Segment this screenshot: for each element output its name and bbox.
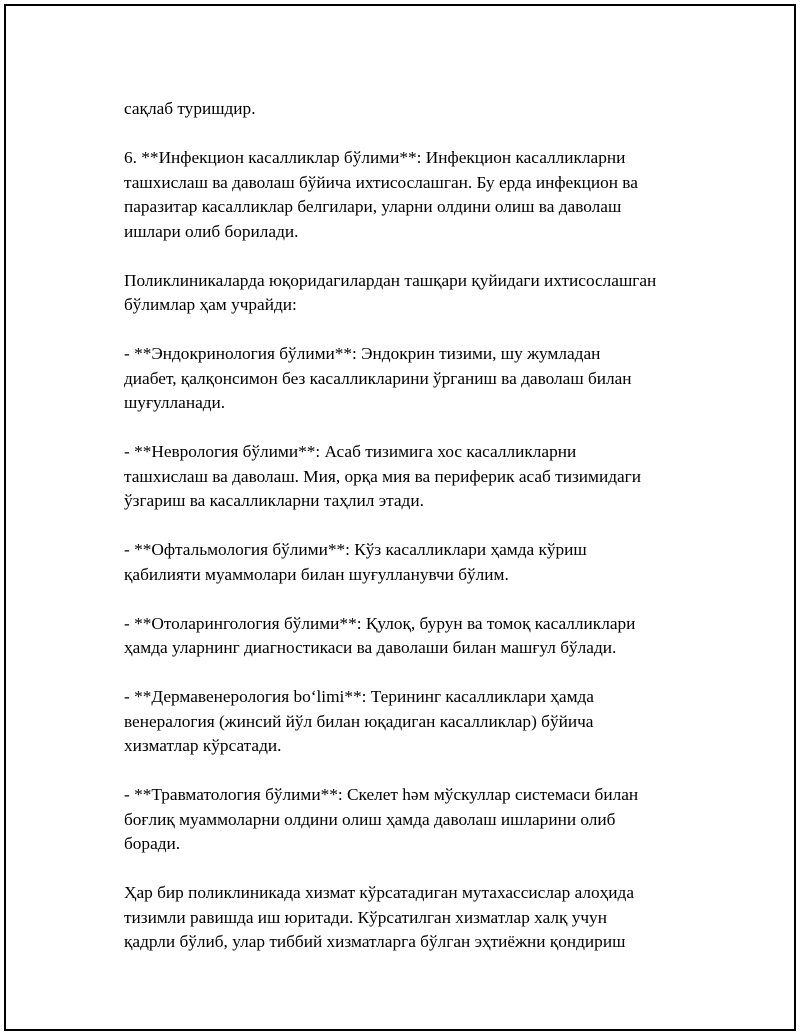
list-item-dermatovenerology: - **Дермавенерология boʻlimi**: Терининг касалликлари ҳамда венералогия (жинсий йўл билан юқадиган касалликлар) бўйича хизматлар кўрсатади. xyxy=(124,687,594,755)
list-item-ophthalmology: - **Офтальмология бўлими**: Кўз касалликлари ҳамда кўриш қабилияти муаммолари билан шуғулланувчи бўлим. xyxy=(124,540,587,584)
list-item-neurology: - **Неврология бўлими**: Асаб тизимига хос касалликларни ташхислаш ва даволаш. Мия, орқа мия ва периферик асаб тизимидаги ўзгариш ва касалликларни таҳлил этади. xyxy=(124,442,642,510)
paragraph-continuation: сақлаб туришдир. xyxy=(124,99,256,118)
paragraph-infectious-dept: 6. **Инфекцион касалликлар бўлими**: Инфекцион касалликларни ташхислаш ва даволаш бўйича ихтисослашган. Бу ерда инфекцион ва паразитар касалликлар белгилари, уларни олдини олиш ва даволаш ишлари олиб борилади. xyxy=(124,148,638,241)
paragraph-intro-specialized: Поликлиникаларда юқоридагилардан ташқари қуйидаги ихтисослашган бўлимлар ҳам учрайди: xyxy=(124,270,657,314)
page-frame xyxy=(4,4,796,1031)
list-item-traumatology: - **Травматология бўлими**: Скелет һәм мўскуллар системаси билан боғлиқ муаммоларни олдини олиш ҳамда даволаш ишларини олиб боради. xyxy=(124,785,639,853)
list-item-otolaryngology: - **Отоларингология бўлими**: Қулоқ, бурун ва томоқ касалликлари ҳамда уларнинг диагностикаси ва даволаши билан машғул бўлади. xyxy=(124,613,636,657)
document-body xyxy=(124,97,704,955)
paragraph-conclusion: Ҳар бир поликлиникада хизмат кўрсатадиган мутахассислар алоҳида тизимли равишда иш юритади. Кўрсатилган хизматлар халқ учун қадрли бўлиб, улар тиббий хизматларга бўлган эҳтиёжни қондириш xyxy=(124,883,635,951)
list-item-endocrinology: - **Эндокринология бўлими**: Эндокрин тизими, шу жумладан диабет, қалқонсимон без касалликларини ўрганиш ва даволаш билан шуғулланади. xyxy=(124,344,632,412)
